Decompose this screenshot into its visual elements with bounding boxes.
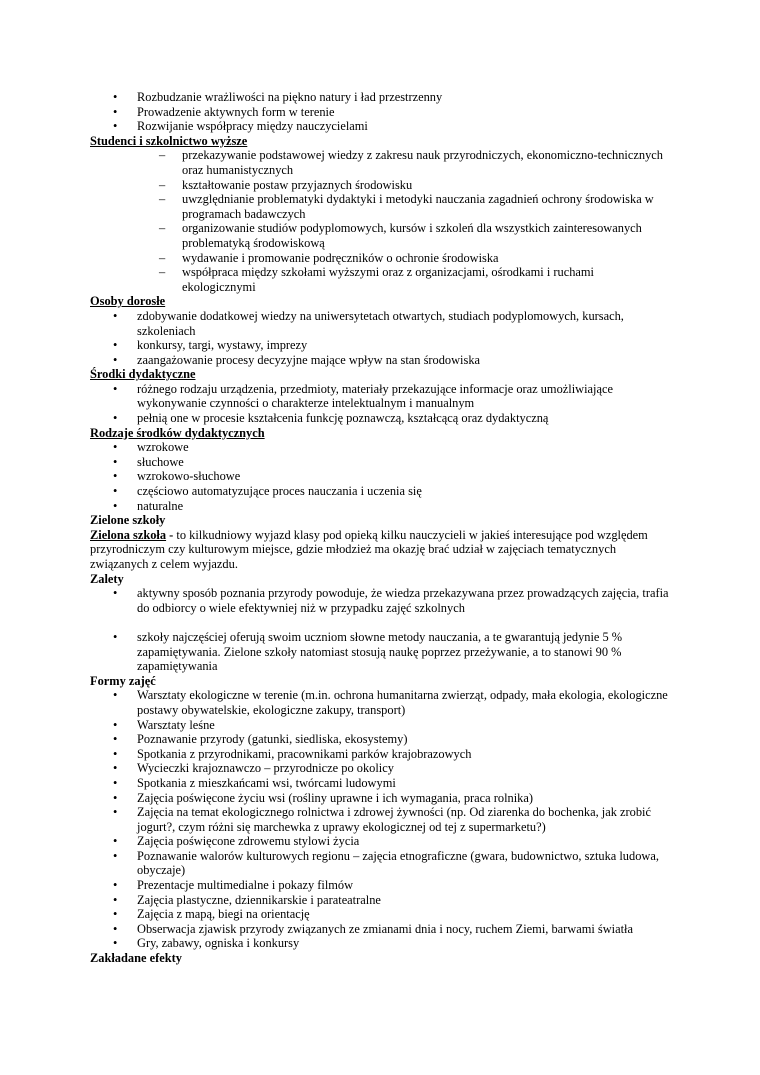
bullet-marker: • [113,732,118,747]
list-item [90,499,670,514]
section-heading [90,294,670,309]
section-heading: Zalety [90,571,124,586]
bullet-marker: • [113,688,118,703]
bullet-list [90,688,670,951]
list-item-text: Spotkania z mieszkańcami wsi, twórcami ludowymi [137,775,396,790]
list-item [90,922,670,937]
bullet-marker: • [113,308,118,323]
bullet-list [90,90,670,134]
list-item-text: aktywny sposób poznania przyrody powoduje, że wiedza przekazywana przez prowadzących zajęcia, trafia do odbiorcy o wiele efektywniej niż w przypadku zajęć szkolnych [137,586,669,615]
bullet-marker: • [113,498,118,513]
list-item-text: Zajęcia plastyczne, dziennikarskie i parateatralne [137,892,381,907]
bullet-marker: • [113,775,118,790]
list-item-text: współpraca między szkołami wyższymi oraz z organizacjami, ośrodkami i ruchami ekologicznymi [182,265,594,294]
list-item-text: częściowo automatyzujące proces nauczania i uczenia się [137,484,422,499]
list-item-text: wzrokowo-słuchowe [137,469,241,484]
bullet-marker: • [113,484,118,499]
bullet-marker: • [113,936,118,951]
bullet-marker: • [113,90,118,104]
list-item-text: Zajęcia poświęcone zdrowemu stylowi życia [137,834,360,849]
list-item-text: zaangażowanie procesy decyzyjne mające wpływ na stan środowiska [137,352,481,367]
bullet-marker: • [113,805,118,820]
list-item [90,221,670,250]
list-item [90,936,670,951]
list-item [90,747,670,762]
list-item [90,382,670,411]
list-item-text: szkoły najczęściej oferują swoim uczniom słowne metody nauczania, a te gwarantują jedynie 5 % zapamiętywania. Zielone szkoły natomiast stosują naukę poprzez przeżywanie, a to stanowi 90 % zapamiętywania [137,629,623,674]
list-item [90,309,670,338]
list-item [90,484,670,499]
list-item-text: Gry, zabawy, ogniska i konkursy [137,936,300,951]
list-item-text: różnego rodzaju urządzenia, przedmioty, materiały przekazujące informacje oraz umożliwiające wykonywanie czynności o charakterze intelektualnym i manualnym [137,381,613,411]
bullet-marker: • [113,848,118,863]
list-item [90,907,670,922]
list-item [90,148,670,177]
bullet-marker: • [113,907,118,922]
bullet-list [90,309,670,367]
list-item [90,338,670,353]
bullet-marker: • [113,921,118,936]
dash-marker: – [159,250,166,265]
bullet-marker: • [113,469,118,484]
section-heading [90,367,670,382]
bullet-marker: • [113,454,118,469]
section-heading-text: Środki dydaktyczne [90,367,196,382]
list-item [90,265,670,294]
definition-text: to kilkudniowy wyjazd klasy pod opieką kilku nauczycieli w jakieś interesujące pod względem przyrodniczym czy kulturowym miejsce, gdzie młodzież ma okazję brać udział w zajęciach tematycznych związanych z celem wyjazdu. [90,527,648,571]
bullet-list [90,586,670,674]
list-item [90,761,670,776]
dash-marker: – [159,265,166,280]
list-item-text: Zajęcia poświęcone życiu wsi (rośliny uprawne i ich wymagania, praca rolnika) [137,790,534,805]
list-item-text: wydawanie i promowanie podręczników o ochronie środowiska [182,250,499,265]
definition-separator: - [166,527,177,542]
list-item [90,805,670,834]
section-heading-text: Osoby dorosłe [90,294,166,309]
list-item [90,178,670,193]
dash-marker: – [159,148,166,163]
section-heading: Zielone szkoły [90,513,166,528]
bullet-marker: • [113,761,118,776]
list-item-text: Warsztaty leśne [137,717,215,732]
list-item [90,469,670,484]
list-item [90,630,670,674]
list-item [90,192,670,221]
list-item [90,411,670,426]
bullet-marker: • [113,381,118,396]
dash-marker: – [159,177,166,192]
bullet-marker: • [113,892,118,907]
list-item [90,849,670,878]
bullet-marker: • [113,119,118,134]
list-item [90,688,670,717]
list-item-text: Wycieczki krajoznawczo – przyrodnicze po okolicy [137,761,394,776]
list-item-text: naturalne [137,498,184,513]
list-item-text: Spotkania z przyrodnikami, pracownikami parków krajobrazowych [137,746,472,761]
bullet-marker: • [113,338,118,353]
section-heading: Zakładane efekty [90,951,182,966]
list-item [90,251,670,266]
list-item [90,586,670,615]
list-item [90,776,670,791]
bullet-marker: • [113,352,118,367]
list-item [90,440,670,455]
list-item [90,718,670,733]
list-item-text: Zajęcia z mapą, biegi na orientację [137,907,310,922]
list-item [90,353,670,368]
list-item [90,119,670,134]
list-item [90,732,670,747]
bullet-marker: • [113,717,118,732]
definition-term: Zielona szkoła [90,527,167,542]
list-item-text: Poznawanie walorów kulturowych regionu – zajęcia etnograficzne (gwara, budownictwo, sztuka ludowa, obyczaje) [137,848,659,878]
bullet-marker: • [113,746,118,761]
bullet-list [90,382,670,426]
list-item-text: Obserwacja zjawisk przyrody związanych ze zmianami dnia i nocy, ruchem Ziemi, barwami światła [137,921,633,936]
list-item-text: organizowanie studiów podyplomowych, kursów i szkoleń dla wszystkich zainteresowanych problematyką środowiskową [182,221,642,250]
list-item-text: Prowadzenie aktywnych form w terenie [137,104,335,119]
dash-marker: – [159,221,166,236]
list-item-text: Warsztaty ekologiczne w terenie (m.in. ochrona humanitarna zwierząt, odpady, mała ekologia, ekologiczne postawy obywatelskie, ekologiczne zakupy, transport) [137,688,668,717]
list-item-text: Rozbudzanie wrażliwości na piękno natury i ład przestrzenny [137,90,443,104]
section-heading: Formy zajęć [90,673,156,688]
list-item-text: konkursy, targi, wystawy, imprezy [137,338,308,353]
bullet-list [90,440,670,513]
list-item-text: uwzględnianie problematyki dydaktyki i metodyki nauczania zagadnień ochrony środowiska w programach badawczych [182,192,654,221]
list-item-text: wzrokowe [137,440,189,455]
bullet-marker: • [113,629,118,644]
list-item [90,834,670,849]
list-item-text: przekazywanie podstawowej wiedzy z zakresu nauk przyrodniczych, ekonomiczno-technicznych oraz humanistycznych [182,148,663,177]
list-item-text: pełnią one w procesie kształcenia funkcję poznawczą, kształcącą oraz dydaktyczną [137,411,549,426]
list-item [90,455,670,470]
list-item-text: Prezentacje multimedialne i pokazy filmów [137,878,354,893]
section-heading-text: Rodzaje środków dydaktycznych [90,425,265,440]
bullet-marker: • [113,586,118,601]
bullet-marker: • [113,440,118,455]
spacer [90,615,670,630]
dash-marker: – [159,192,166,207]
list-item [90,105,670,120]
dash-list [90,148,670,294]
bullet-marker: • [113,104,118,119]
list-item-text: zdobywanie dodatkowej wiedzy na uniwersytetach otwartych, studiach podyplomowych, kursach, szkoleniach [137,308,624,338]
section-heading [90,426,670,441]
list-item-text: słuchowe [137,454,184,469]
bullet-marker: • [113,411,118,426]
list-item [90,878,670,893]
document-content [90,90,670,966]
list-item-text: Rozwijanie współpracy między nauczycielami [137,119,368,134]
list-item-text: kształtowanie postaw przyjaznych środowisku [182,177,413,192]
bullet-marker: • [113,834,118,849]
bullet-marker: • [113,790,118,805]
list-item [90,791,670,806]
list-item [90,893,670,908]
definition-paragraph [90,528,670,572]
list-item [90,90,670,105]
section-heading-text: Studenci i szkolnictwo wyższe [90,133,248,148]
section-heading [90,134,670,149]
list-item-text: Poznawanie przyrody (gatunki, siedliska, ekosystemy) [137,732,408,747]
bullet-marker: • [113,878,118,893]
list-item-text: Zajęcia na temat ekologicznego rolnictwa i zdrowej żywności (np. Od ziarenka do bochenka, jak zrobić jogurt?, czym różni się marchewka z uprawy ekologicznej od tej z supermarketu?) [137,805,651,834]
